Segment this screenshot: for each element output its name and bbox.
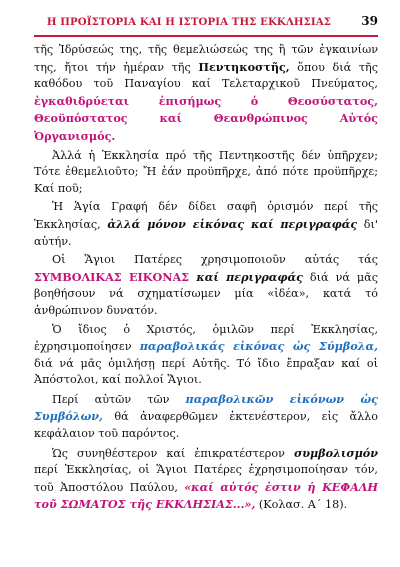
text-run: (Κολασ. Α´ 18). xyxy=(255,498,348,512)
emphasized-text: Πεντηκοστῆς, xyxy=(198,59,290,74)
text-run: θά ἀναφερθῶμεν ἐκτενέστερον, εἰς ἄλλο κεφάλαιον τοῦ παρόντος. xyxy=(34,410,378,441)
paragraph xyxy=(34,42,378,146)
emphasized-text: ἐγκαθιδρύεται ἐπισήμως ὁ Θεοσύστατος, Θεοϋπόστατος καί Θεανθρώπινος Αὐτός Ὀργανισμός. xyxy=(34,93,378,143)
paragraph xyxy=(34,445,378,514)
paragraph xyxy=(34,252,378,319)
text-run: Ὡς συνηθέστερον καί ἐπικρατέστερον xyxy=(52,446,294,460)
text-run: Ὁ ἴδιος ὁ Χριστός, ὁμιλῶν περί Ἐκκλησίας, ἐχρησιμοποίησεν xyxy=(34,322,378,354)
text-run: δι' αὐτήν. xyxy=(34,217,378,248)
text-run: Ἡ Ἁγία Γραφή δέν δίδει σαφῆ ὁρισμόν περί τῆς Ἐκκλησίας, xyxy=(34,200,378,231)
emphasized-text: καί περιγραφάς xyxy=(189,269,303,284)
emphasized-text: ἀλλά μόνον εἰκόνας καί περιγραφάς xyxy=(107,216,358,231)
paragraph xyxy=(34,148,378,198)
emphasized-text: ΣΥΜΒΟΛΙΚΑΣ ΕΙΚΟΝΑΣ xyxy=(34,269,190,284)
header-rule xyxy=(34,35,378,37)
emphasized-text: «καί αὐτός ἐστιν ἡ ΚΕΦΑΛΗ τοῦ ΣΩΜΑΤΟΣ τῆς ΕΚΚΛΗΣΙΑΣ...», xyxy=(34,479,379,512)
text-run: Οἱ Ἅγιοι Πατέρες χρησιμοποιοῦν αὐτάς τάς xyxy=(52,253,378,267)
page-header xyxy=(34,0,378,42)
text-run: Ἀλλά ἡ Ἐκκλησία πρό τῆς Πεντηκοστῆς δέν ὑπῆρχεν; Τότε ἐθεμελιοῦτο; Ἤ ἐάν προϋπῆρχε, ἀπό πότε προϋπῆρχε; Καί ποῦ; xyxy=(34,148,378,195)
text-run: περί Ἐκκλησίας, οἱ Ἅγιοι Πατέρες ἐχρησιμοποίησαν τόν, τοῦ Ἀποστόλου Παύλου, xyxy=(34,463,378,494)
page-number: 39 xyxy=(361,14,378,28)
text-run: διά νά μᾶς ὁμιλήσῃ περί Αὐτῆς. Τό ἴδιο ἔπραξαν καί οἱ Ἀπόστολοι, καί πολλοί Ἅγιοι. xyxy=(34,356,378,387)
body-text xyxy=(34,42,378,516)
text-run: Περί αὐτῶν τῶν xyxy=(52,392,186,406)
emphasized-text: συμβολισμόν xyxy=(293,445,378,460)
paragraph xyxy=(34,199,378,250)
emphasized-text: παραβολικῶν εἰκόνων ὡς Συμβόλων, xyxy=(34,391,378,424)
paragraph xyxy=(34,391,378,443)
text-run: τῆς Ἱδρύσεώς της, τῆς θεμελιώσεώς της ἢ τῶν ἐγκαινίων της, ἤτοι τήν ἡμέραν τῆς xyxy=(34,43,378,74)
running-title: Η ΠΡΟΪΣΤΟΡΙΑ ΚΑΙ Η ΙΣΤΟΡΙΑ ΤΗΣ ΕΚΚΛΗΣΙΑΣ xyxy=(46,16,332,28)
text-run: ὅπου διά τῆς καθόδου τοῦ Παναγίου καί Τελεταρχικοῦ Πνεύματος, xyxy=(34,60,378,91)
emphasized-text: παραβολικάς εἰκόνας ὡς Σύμβολα, xyxy=(139,339,379,354)
paragraph xyxy=(34,322,378,389)
text-run: διά νά μᾶς βοηθήσουν νά σχηματίσωμεν μία «ἰδέα», κατά τό ἀνθρώπινον δυνατόν. xyxy=(34,270,378,317)
